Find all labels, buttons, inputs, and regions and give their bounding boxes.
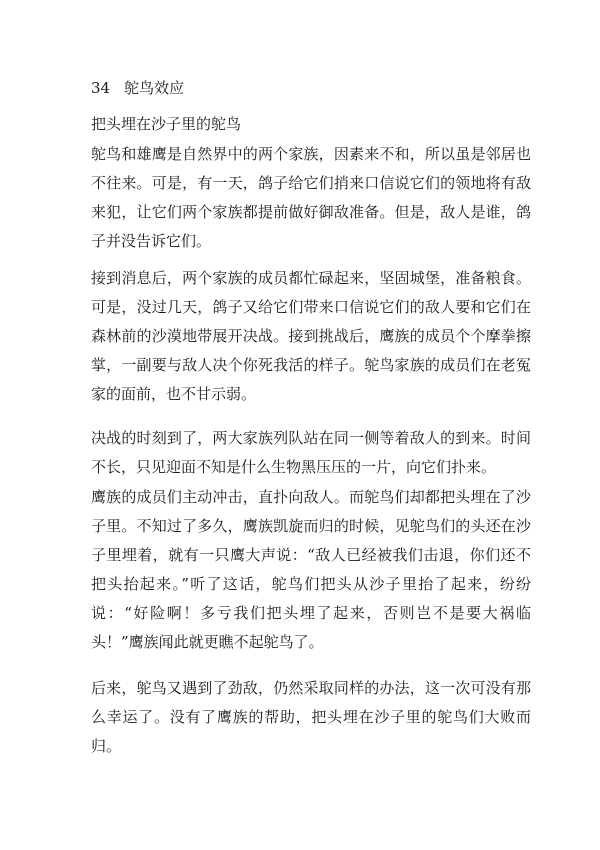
chapter-heading: 鸵鸟效应	[124, 79, 185, 97]
paragraph-2: 接到消息后，两个家族的成员都忙碌起来，坚固城堡，准备粮食。可是，没过几天，鸽子又给它们带来口信说它们的敌人要和它们在森林前的沙漠地带展开决战。接到挑战后，鹰族的成员个个摩拳擦掌，一副要与敌人决个你死我活的样子。鸵鸟家族的成员们在老冤家的面前，也不甘示弱。	[91, 269, 531, 403]
chapter-title	[91, 78, 184, 98]
paragraph-3: 决战的时刻到了，两大家族列队站在同一侧等着敌人的到来。时间不长，只见迎面不知是什么生物黑压压的一片，向它们扑来。	[91, 429, 531, 476]
section-subtitle: 把头埋在沙子里的鸵鸟	[91, 115, 242, 133]
chapter-number: 34	[91, 79, 111, 97]
paragraph-1: 鸵鸟和雄鹰是自然界中的两个家族，因素来不和，所以虽是邻居也不往来。可是，有一天，鸽子给它们捎来口信说它们的领地将有敌来犯，让它们两个家族都提前做好御敌准备。但是，敌人是谁，鸽子并没告诉它们。	[91, 145, 531, 250]
paragraph-5: 后来，鸵鸟又遇到了劲敌，仍然采取同样的办法，这一次可没有那么幸运了。没有了鹰族的帮助，把头埋在沙子里的鸵鸟们大败而归。	[91, 679, 531, 755]
paragraph-4: 鹰族的成员们主动冲击，直扑向敌人。而鸵鸟们却都把头埋在了沙子里。不知过了多久，鹰族凯旋而归的时候，见鸵鸟们的头还在沙子里埋着，就有一只鹰大声说：“敌人已经被我们击退，你们还不把头抬起来。”听了这话，鸵鸟们把头从沙子里抬了起来，纷纷说：“好险啊！多亏我们把头埋了起来，否则岂不是要大祸临头！”鹰族闻此就更瞧不起鸵鸟了。	[91, 488, 531, 651]
